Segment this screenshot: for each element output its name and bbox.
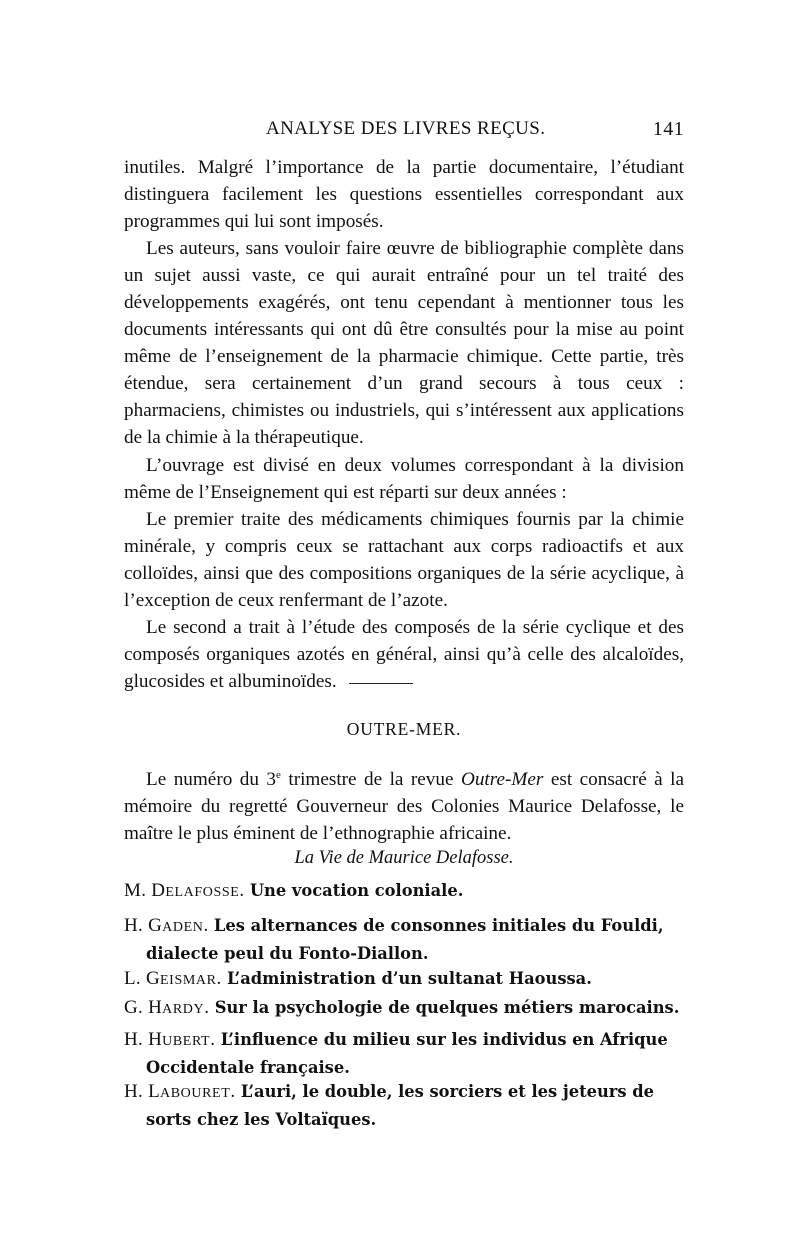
intro-paragraph xyxy=(124,762,684,848)
contents-entry xyxy=(124,966,684,994)
entry-title-continued: Occidentale française. xyxy=(146,1057,350,1077)
entry-title: Sur la psychologie de quelques métiers marocains. xyxy=(214,998,680,1017)
page-number: 141 xyxy=(652,118,684,140)
author-initial: L. G xyxy=(124,968,161,989)
intro-superscript: e xyxy=(276,769,281,781)
entry-title-continued: dialecte peul du Fonto-Diallon. xyxy=(146,943,429,963)
author-initial: H. L xyxy=(124,1081,161,1102)
section-heading: OUTRE-MER. xyxy=(346,719,462,739)
running-head-title: ANALYSE DES LIVRES REÇUS. xyxy=(266,118,546,139)
paragraph-3: L’ouvrage est divisé en deux volumes correspondant à la division même de l’Enseignement qui est réparti sur deux années : xyxy=(124,454,684,503)
contents-entry xyxy=(124,995,684,1023)
entry-title: L’influence du milieu sur les individus en Afrique xyxy=(220,1030,668,1049)
entry-title: Les alternances de consonnes initiales du Fouldi, xyxy=(213,916,664,935)
intro-text-mid: trimestre de la revue xyxy=(280,769,461,790)
entry-author: M. DELAFOSSE. xyxy=(124,880,245,901)
author-initial: M. D xyxy=(124,880,166,901)
contents-entry xyxy=(124,1027,684,1081)
contents-entry xyxy=(124,1079,684,1133)
paragraph-1: inutiles. Malgré l’importance de la partie documentaire, l’étudiant distinguera facilement les questions essentielles correspondant aux programmes qui lui sont imposés. xyxy=(124,157,684,233)
paragraph-4: Le premier traite des médicaments chimiques fournis par la chimie minérale, y compris ceux se rattachant aux corps radioactifs et aux colloïdes, ainsi que des compositions organiques de la série acyclique, à l’exception de ceux renfermant de l’azote. xyxy=(124,508,684,611)
author-surname: ADEN xyxy=(162,920,204,935)
entry-author: H. LABOURET. xyxy=(124,1081,236,1102)
contents-entry xyxy=(124,878,684,906)
author-surname: ABOURET xyxy=(160,1086,231,1101)
author-surname: UBERT xyxy=(162,1034,211,1049)
section-subtitle: La Vie de Maurice Delafosse. xyxy=(294,848,514,868)
journal-name: Outre-Mer xyxy=(460,769,544,790)
review-text xyxy=(124,154,684,695)
intro-text-end: est consacré à la mémoire du regretté Gouverneur des Colonies Maurice Delafosse, le maître le plus éminent de l’ethnographie africaine. xyxy=(124,769,685,845)
intro-text-start: Le numéro du 3 xyxy=(146,769,277,790)
section-divider xyxy=(349,683,413,684)
entry-title: L’auri, le double, les sorciers et les jeteurs de xyxy=(240,1082,654,1101)
entry-author: G. HARDY. xyxy=(124,997,210,1018)
entry-author: H. HUBERT. xyxy=(124,1029,216,1050)
entry-title: L’administration d’un sultanat Haoussa. xyxy=(227,969,592,988)
entry-title-continued: sorts chez les Voltaïques. xyxy=(146,1109,377,1129)
contents-entry xyxy=(124,913,684,967)
entry-author: H. GADEN. xyxy=(124,915,209,936)
author-initial: H. H xyxy=(124,1029,163,1050)
entry-author: L. GEISMAR. xyxy=(124,968,222,989)
paragraph-5: Le second a trait à l’étude des composés de la série cyclique et des composés organiques azotés en général, ainsi qu’à celle des alcaloïdes, glucosides et albuminoïdes. xyxy=(124,616,684,692)
author-initial: H. G xyxy=(124,915,163,936)
author-surname: EISMAR xyxy=(160,973,217,988)
author-surname: ELAFOSSE xyxy=(165,885,240,900)
paragraph-2: Les auteurs, sans vouloir faire œuvre de bibliographie complète dans un sujet aussi vaste, ce qui aurait entraîné pour un tel traité des développements exagérés, ont tenu cependant à mentionner tous les documents intéressants qui ont dû être consultés pour la mise au point même de l’enseignement de la pharmacie chimique. Cette partie, très étendue, sera certainement d’un grand secours à tous ceux : pharmaciens, chimistes ou industriels, qui s’intéressent aux applications de la chimie à la thérapeutique. xyxy=(124,238,684,449)
author-initial: G. H xyxy=(124,997,163,1018)
author-surname: ARDY xyxy=(162,1002,205,1017)
entry-title: Une vocation coloniale. xyxy=(249,881,464,900)
section-intro xyxy=(124,762,684,848)
